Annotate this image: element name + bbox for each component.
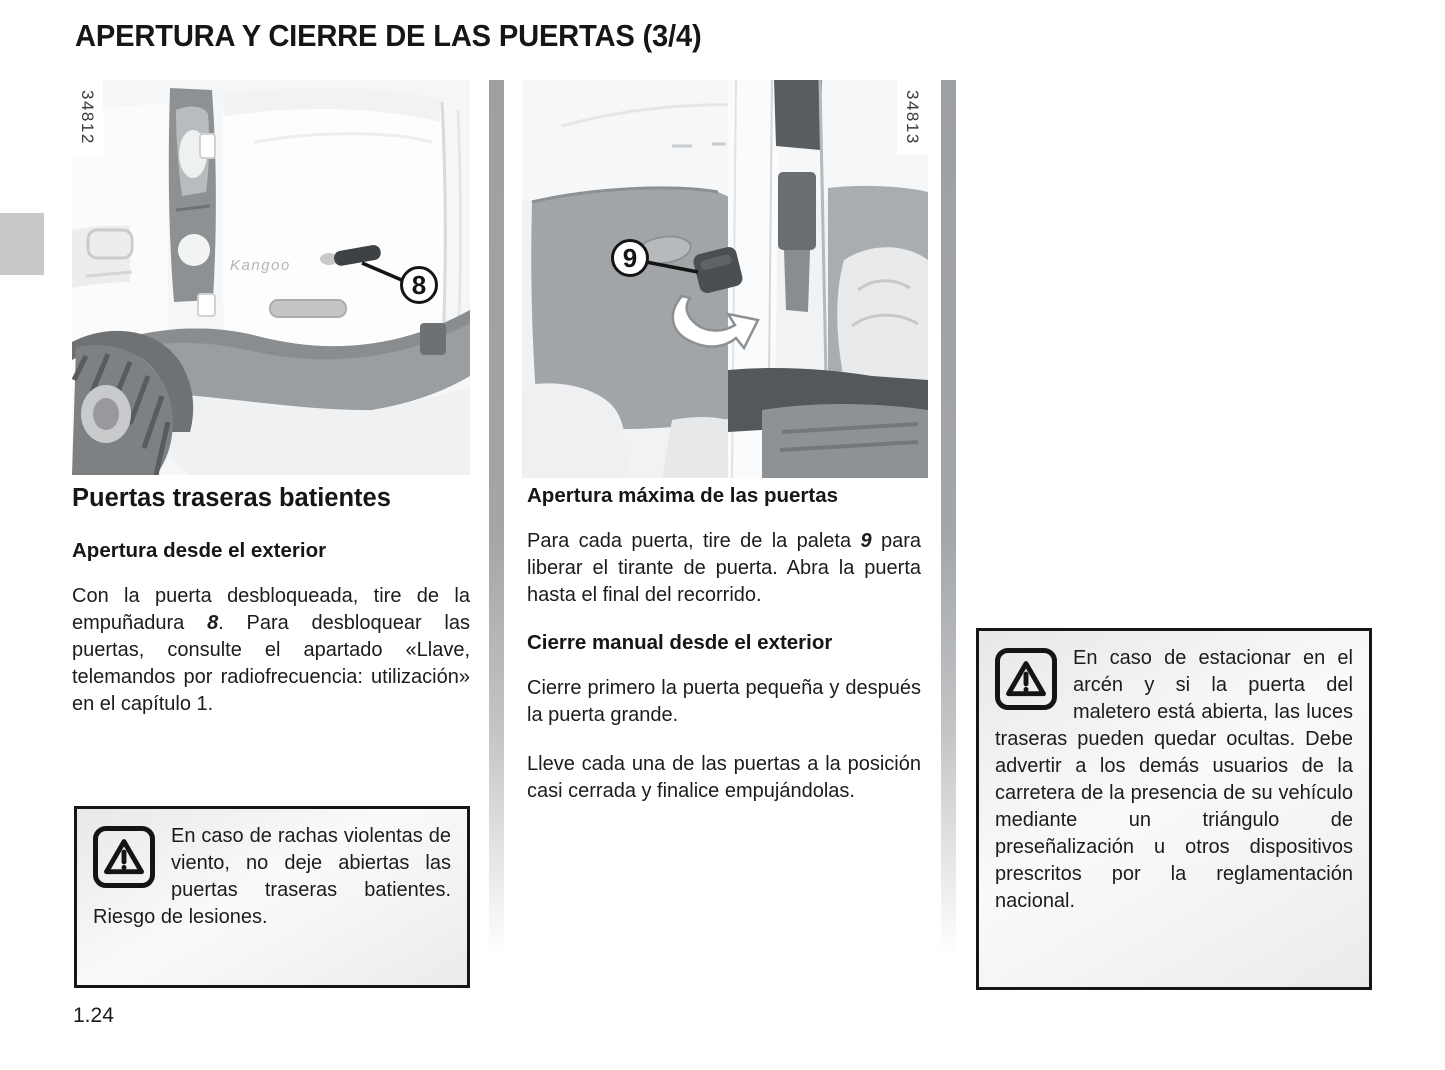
- figure-number-label: 34813: [897, 80, 928, 155]
- subsection-heading: Apertura desde el exterior: [72, 539, 327, 562]
- section-heading: Puertas traseras batientes: [72, 484, 391, 512]
- van-rear-photo: [72, 80, 470, 475]
- chapter-edge-tab: [0, 213, 44, 275]
- warning-box-wind: [74, 806, 470, 988]
- separator-bar: [489, 80, 504, 982]
- body-paragraph: [72, 583, 470, 718]
- paragraph-text: Con la puerta desbloqueada, tire de la empuñadura: [72, 585, 470, 634]
- middle-text-column: [527, 484, 921, 827]
- page-title: APERTURA Y CIERRE DE LAS PUERTAS (3/4): [75, 18, 702, 53]
- page-number: 1.24: [73, 1004, 114, 1027]
- separator-bar: [941, 80, 956, 982]
- callout-reference-8: 8: [207, 612, 219, 634]
- kangoo-badge: Kangoo: [230, 257, 291, 274]
- figure-rear-doors-exterior: [72, 80, 470, 475]
- paragraph-text: Para cada puerta, tire de la paleta: [527, 530, 861, 552]
- body-paragraph: [527, 528, 921, 609]
- warning-text: En caso de estacionar en el arcén y si la puerta del maletero está abierta, las luces traseras pueden quedar ocultas. Debe advertir a los demás usuarios de la carretera de la presencia de su vehículo mediante un triángulo de preseñalización u otros dispositivos prescritos por la reglamentación nacional.: [995, 647, 1353, 912]
- figure-door-stay-paddle: [522, 80, 928, 478]
- body-paragraph: Lleve cada una de las puertas a la posición casi cerrada y finalice empujándolas.: [527, 753, 921, 802]
- body-paragraph: Cierre primero la puerta pequeña y después la puerta grande.: [527, 677, 921, 726]
- figure-number-label: 34812: [72, 80, 103, 155]
- paragraph-text: . Para desbloquear las puertas, consulte el apartado «Llave, telemandos por radiofrecuencia: utilización» en el capítulo 1.: [72, 612, 470, 715]
- callout-reference-9: 9: [860, 530, 872, 552]
- callout-8-number: 8: [411, 270, 427, 300]
- left-text-column: [72, 484, 470, 740]
- callout-9-number: 9: [622, 243, 638, 273]
- warning-triangle-icon: [995, 648, 1057, 710]
- warning-box-parking: [976, 628, 1372, 990]
- warning-triangle-icon: [93, 826, 155, 888]
- subsection-heading: Cierre manual desde el exterior: [527, 631, 833, 654]
- door-interior-photo: [522, 80, 928, 478]
- subsection-heading: Apertura máxima de las puertas: [527, 484, 839, 507]
- paragraph-text: para liberar el tirante de puerta. Abra la puerta hasta el final del recorrido.: [527, 530, 921, 606]
- warning-text: En caso de rachas violentas de viento, no deje abiertas las puertas traseras batientes. Riesgo de lesiones.: [93, 825, 451, 928]
